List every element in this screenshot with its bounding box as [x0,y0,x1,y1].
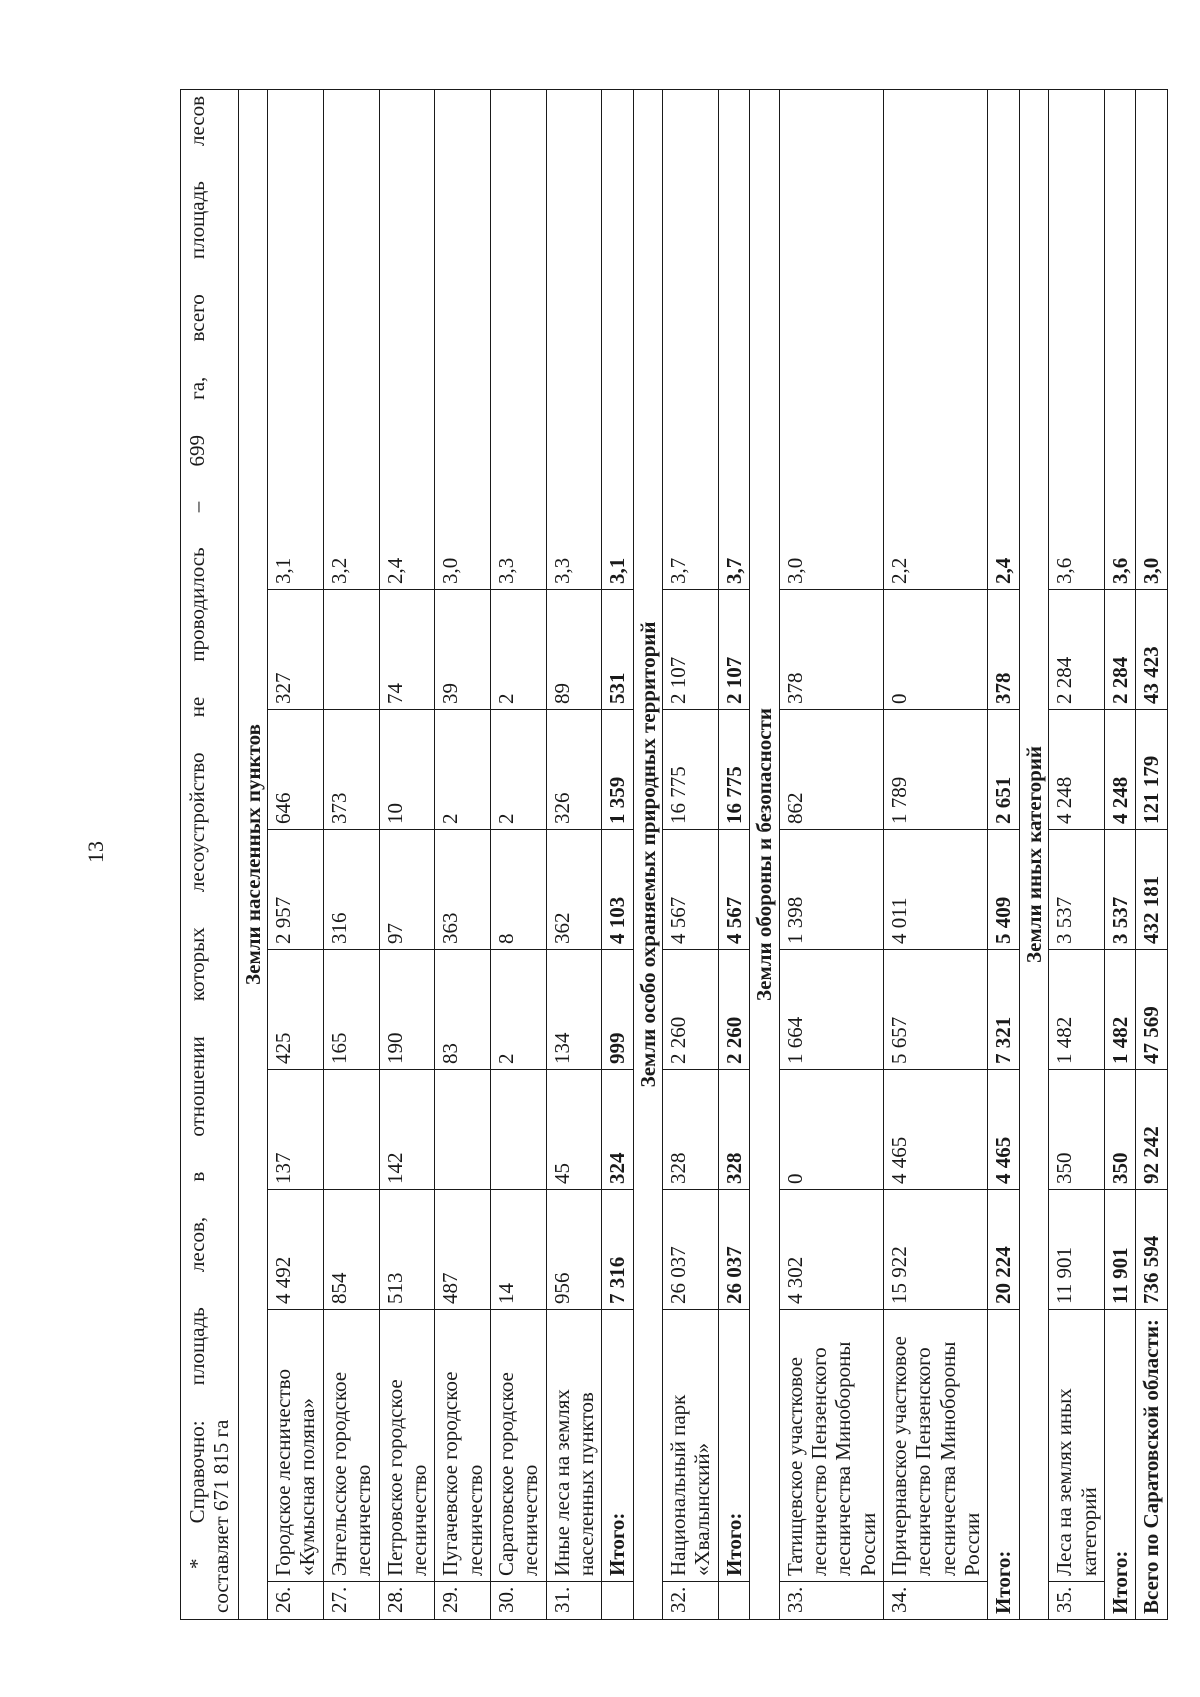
grand-total-row [1136,89,1167,1619]
table-cell: 736 594 [1136,1190,1167,1310]
table-row [546,89,602,1619]
table-row [323,89,379,1619]
table-cell: 4 567 [718,830,749,950]
table-cell: 324 [602,1070,633,1190]
table-cell: 28. [379,1582,435,1620]
table-cell [718,1582,749,1620]
table-row [490,89,546,1619]
table-cell: 15 922 [883,1190,987,1310]
table-cell: 4 465 [988,1070,1019,1190]
table-cell: 362 [546,830,602,950]
section-header [1019,89,1048,1619]
table-cell: 3,2 [323,89,379,589]
table-cell [602,1582,633,1620]
table-cell: Итого: [718,1310,749,1582]
table-cell: 327 [268,590,324,710]
table-cell: 2,2 [883,89,987,589]
table-cell: Городское лесничество «Кумысная поляна» [268,1310,324,1582]
table-cell: 134 [546,950,602,1070]
table-cell: 45 [546,1070,602,1190]
table-cell: 16 775 [718,710,749,830]
table-cell: 1 664 [779,950,883,1070]
footnote [181,89,239,1619]
table-cell: 2 [490,710,546,830]
table-row [663,89,719,1619]
table-cell: 513 [379,1190,435,1310]
table-cell: 11 901 [1104,1190,1135,1310]
table-cell: 363 [435,830,491,950]
table-cell: 20 224 [988,1190,1019,1310]
table-cell: 854 [323,1190,379,1310]
table-cell: 8 [490,830,546,950]
table-cell: 3,0 [1136,89,1167,589]
table-cell: 3,1 [602,89,633,589]
table-cell: Итого: [988,1310,1019,1620]
table-cell: 1 398 [779,830,883,950]
table-cell: 4 248 [1104,710,1135,830]
total-row [988,89,1019,1619]
table-cell: 646 [268,710,324,830]
footnote-line-1: * Справочно: площадь лесов, в отношении которых лесоустройство не проводилось – 699 га, всего площадь лесов [185,95,209,1569]
table-cell: 3,3 [546,89,602,589]
table-cell: 137 [268,1070,324,1190]
table-row [435,89,491,1619]
table-cell: 378 [779,590,883,710]
table-cell: 27. [323,1582,379,1620]
table-cell: 4 567 [663,830,719,950]
table-cell: Петровское городское лесничество [379,1310,435,1582]
table-cell: 1 789 [883,710,987,830]
table-cell: 16 775 [663,710,719,830]
table-cell: Пугачевское городское лесничество [435,1310,491,1582]
table-cell: 4 465 [883,1070,987,1190]
table-row [1049,89,1105,1619]
table-cell: 14 [490,1190,546,1310]
table-cell: Саратовское городское лесничество [490,1310,546,1582]
table-cell: 3 537 [1049,830,1105,950]
table-cell: 4 492 [268,1190,324,1310]
table-cell: 2 260 [718,950,749,1070]
table-row [779,89,883,1619]
table-cell: 3,3 [490,89,546,589]
table-cell: 33. [779,1582,883,1620]
table-cell: 1 482 [1104,950,1135,1070]
table-cell: 862 [779,710,883,830]
table-cell: 2 957 [268,830,324,950]
table-cell [490,1070,546,1190]
table-cell: 92 242 [1136,1070,1167,1190]
table-cell: 956 [546,1190,602,1310]
table-cell: 350 [1049,1070,1105,1190]
table-row [883,89,987,1619]
table-cell: Земли иных категорий [1019,89,1048,1619]
footnote-line-2: составляет 671 815 га [209,1419,234,1613]
table-cell: 378 [988,590,1019,710]
table-cell: 11 901 [1049,1190,1105,1310]
table-cell: 328 [663,1070,719,1190]
table-row [268,89,324,1619]
table-cell: 4 103 [602,830,633,950]
table-cell: 3,6 [1104,89,1135,589]
table-cell: 2 [435,710,491,830]
table-cell: 83 [435,950,491,1070]
table-cell [323,1070,379,1190]
table-cell: 2 651 [988,710,1019,830]
table-cell: Иные леса на землях населенных пунктов [546,1310,602,1582]
table-cell: 326 [546,710,602,830]
table-cell: 3,1 [268,89,324,589]
section-header [750,89,779,1619]
table-cell: 4 248 [1049,710,1105,830]
table-cell: 26. [268,1582,324,1620]
table-cell: 373 [323,710,379,830]
table-cell: 316 [323,830,379,950]
table-cell: 2,4 [988,89,1019,589]
table-cell: 487 [435,1190,491,1310]
table-cell: 3,7 [718,89,749,589]
table-cell: 3,0 [435,89,491,589]
table-cell: 7 321 [988,950,1019,1070]
table-cell: 31. [546,1582,602,1620]
table-cell: 3,6 [1049,89,1105,589]
table-cell: 999 [602,950,633,1070]
table-cell: 4 302 [779,1190,883,1310]
table-cell: 2 107 [718,590,749,710]
table-cell: Причернавское участковое лесничество Пензенского лесничества Минобороны России [883,1310,987,1582]
table-cell: 34. [883,1582,987,1620]
table-cell: 2 260 [663,950,719,1070]
table-cell: 3,0 [779,89,883,589]
table-cell [435,1070,491,1190]
table-cell: 89 [546,590,602,710]
table-cell: Земли населенных пунктов [238,89,267,1619]
table-cell: 97 [379,830,435,950]
table-cell: 10 [379,710,435,830]
table-cell: 425 [268,950,324,1070]
section-header [633,89,662,1619]
table-cell: 2 107 [663,590,719,710]
table-cell: Национальный парк «Хвалынский» [663,1310,719,1582]
table-cell: 531 [602,590,633,710]
note-row [181,89,239,1619]
table-cell: 32. [663,1582,719,1620]
table-cell: 26 037 [663,1190,719,1310]
table-row [379,89,435,1619]
table-cell: 121 179 [1136,710,1167,830]
table-cell: 432 181 [1136,830,1167,950]
table-cell: 35. [1049,1582,1105,1620]
table-cell: 3,7 [663,89,719,589]
table-cell: Итого: [602,1310,633,1582]
table-cell: 1 482 [1049,950,1105,1070]
total-row [602,89,633,1619]
table-cell: 5 409 [988,830,1019,950]
table-cell: 350 [1104,1070,1135,1190]
table-cell: 1 359 [602,710,633,830]
table-cell: 0 [779,1070,883,1190]
table-cell: 190 [379,950,435,1070]
total-row [1104,89,1135,1619]
table-cell: 7 316 [602,1190,633,1310]
table-cell: 43 423 [1136,590,1167,710]
table-cell: Всего по Саратовской области: [1136,1310,1167,1620]
section-header [238,89,267,1619]
table-cell: Земли особо охраняемых природных территорий [633,89,662,1619]
table-cell: 39 [435,590,491,710]
table-cell: 5 657 [883,950,987,1070]
table-cell: Энгельсское городское лесничество [323,1310,379,1582]
table-cell: 328 [718,1070,749,1190]
table-cell: 2 284 [1104,590,1135,710]
page-number: 13 [83,841,108,863]
table-cell: 4 011 [883,830,987,950]
total-row [718,89,749,1619]
table-cell: Татищевское участковое лесничество Пензенского лесничества Минобороны России [779,1310,883,1582]
forest-table [180,89,1168,1620]
table-cell: 47 569 [1136,950,1167,1070]
table-cell: 2 [490,950,546,1070]
table-cell: 3 537 [1104,830,1135,950]
table-cell [323,590,379,710]
table-cell: 165 [323,950,379,1070]
table-cell: 0 [883,590,987,710]
rotated-page [180,90,1164,1620]
table-cell: Леса на землях иных категорий [1049,1310,1105,1582]
table-cell: 2 284 [1049,590,1105,710]
table-cell: 2,4 [379,89,435,589]
table-cell: 142 [379,1070,435,1190]
table-cell: 26 037 [718,1190,749,1310]
table-cell: Земли обороны и безопасности [750,89,779,1619]
table-cell: 74 [379,590,435,710]
table-cell: 30. [490,1582,546,1620]
table-cell: 2 [490,590,546,710]
table-cell: 29. [435,1582,491,1620]
table-cell: Итого: [1104,1310,1135,1620]
